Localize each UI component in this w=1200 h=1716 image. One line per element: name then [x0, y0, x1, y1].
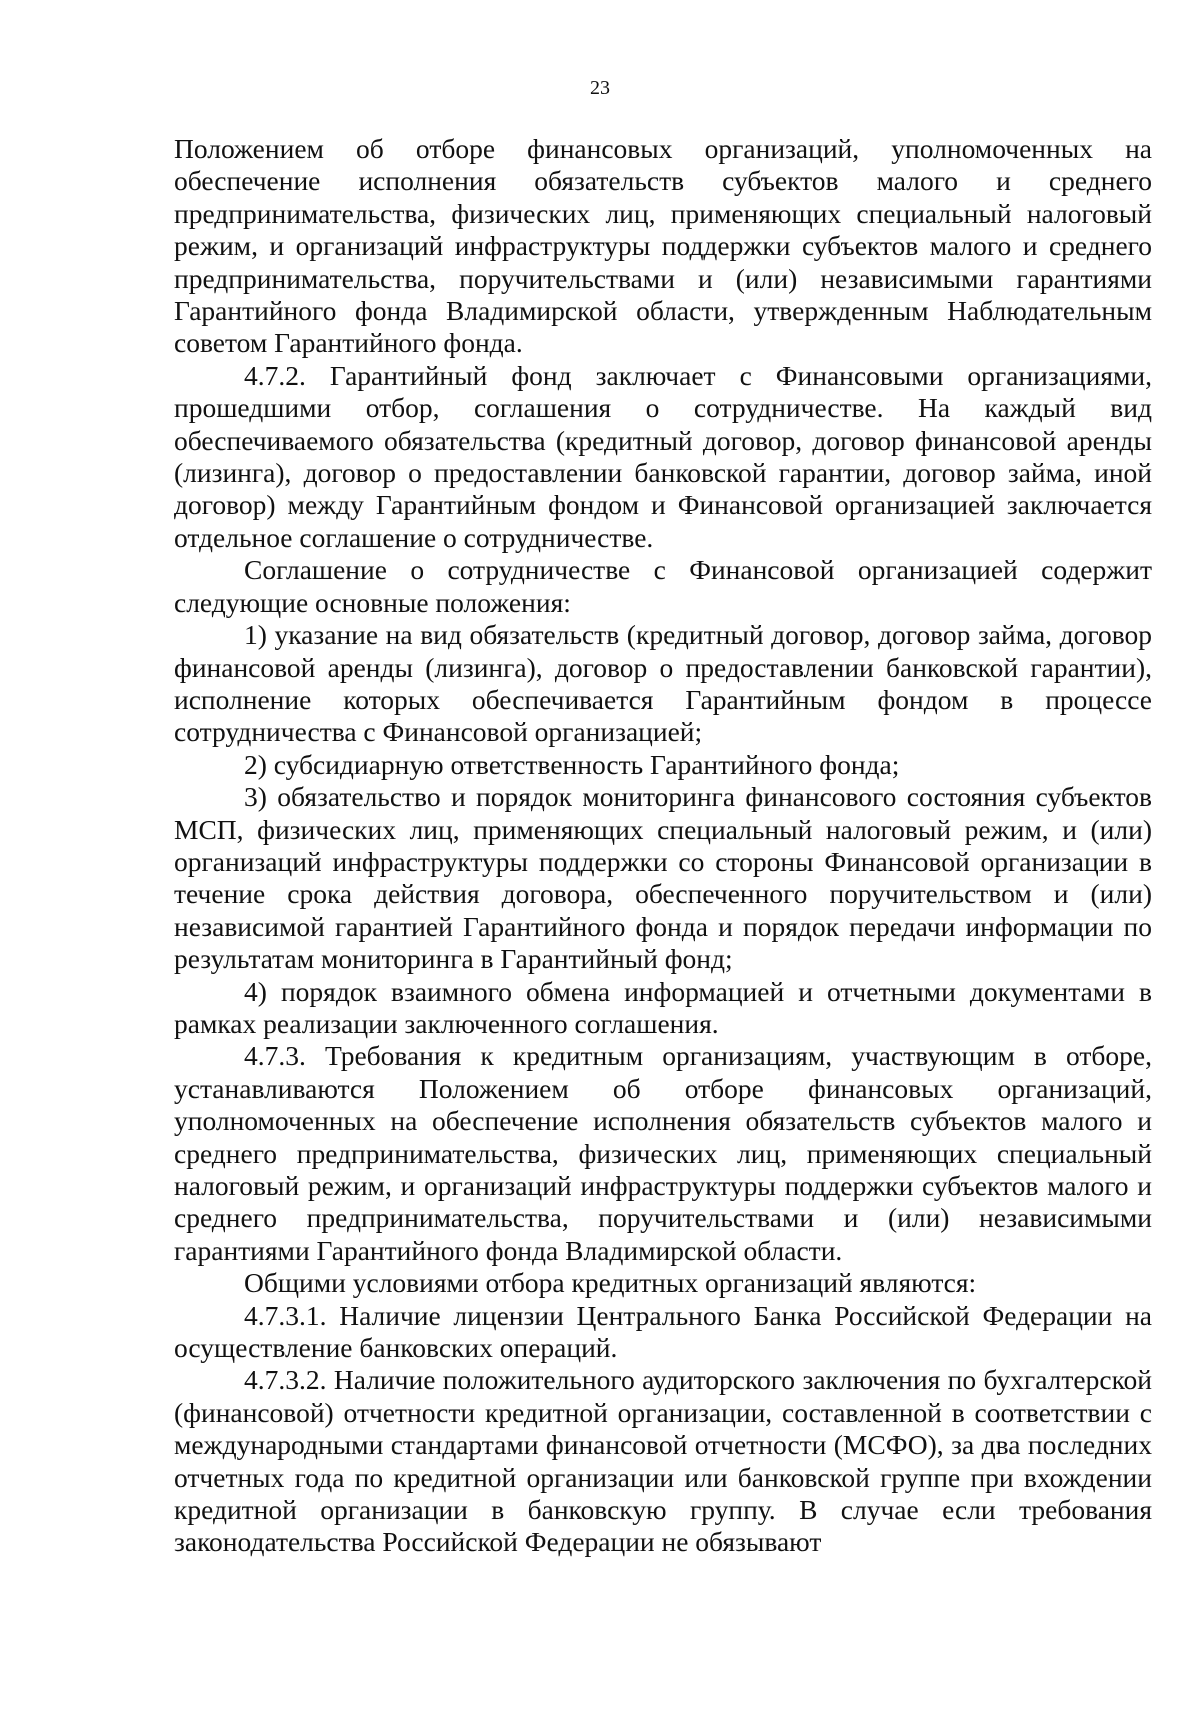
page-number: 23: [590, 77, 610, 99]
list-item-3: 3) обязательство и порядок мониторинга финансового состояния субъектов МСП, физических лиц, применяющих специальный налоговый режим, и (или) организаций инфраструктуры поддержки со стороны Финансовой организации в течение срока действия договора, обеспеченного поручительством и (или) независимой гарантией Гарантийного фонда и порядок передачи информации по результатам мониторинга в Гарантийный фонд;: [174, 781, 1152, 975]
paragraph-continuation: Положением об отборе финансовых организаций, уполномоченных на обеспечение исполнения обязательств субъектов малого и среднего предпринимательства, физических лиц, применяющих специальный налоговый режим, и организаций инфраструктуры поддержки субъектов малого и среднего предпринимательства, поручительствами и (или) независимыми гарантиями Гарантийного фонда Владимирской области, утвержденным Наблюдательным советом Гарантийного фонда.: [174, 133, 1152, 359]
document-body: [174, 133, 1152, 1559]
list-item-1: 1) указание на вид обязательств (кредитный договор, договор займа, договор финансовой аренды (лизинга), договор о предоставлении банковской гарантии), исполнение которых обеспечивается Гарантийным фондом в процессе сотрудничества с Финансовой организацией;: [174, 619, 1152, 748]
paragraph-4-7-2: 4.7.2. Гарантийный фонд заключает с Финансовыми организациями, прошедшими отбор, соглашения о сотрудничестве. На каждый вид обеспечиваемого обязательства (кредитный договор, договор финансовой аренды (лизинга), договор о предоставлении банковской гарантии, договор займа, иной договор) между Гарантийным фондом и Финансовой организацией заключается отдельное соглашение о сотрудничестве.: [174, 359, 1152, 553]
paragraph-general-conditions: Общими условиями отбора кредитных организаций являются:: [244, 1267, 977, 1299]
paragraph-4-7-3-1: 4.7.3.1. Наличие лицензии Центрального Банка Российской Федерации на осуществление банковских операций.: [174, 1299, 1152, 1364]
list-item-4: 4) порядок взаимного обмена информацией и отчетными документами в рамках реализации заключенного соглашения.: [174, 975, 1152, 1039]
list-item-2: 2) субсидиарную ответственность Гарантийного фонда;: [244, 748, 900, 780]
paragraph-4-7-3: 4.7.3. Требования к кредитным организациям, участвующим в отборе, устанавливаются Положением об отборе финансовых организаций, уполномоченных на обеспечение исполнения обязательств субъектов малого и среднего предпринимательства, физических лиц, применяющих специальный налоговый режим, и организаций инфраструктуры поддержки субъектов малого и среднего предпринимательства, поручительствами и (или) независимыми гарантиями Гарантийного фонда Владимирской области.: [174, 1040, 1152, 1266]
paragraph-agreement-intro: Соглашение о сотрудничестве с Финансовой организацией содержит следующие основные положения:: [174, 554, 1152, 618]
paragraph-4-7-3-2: 4.7.3.2. Наличие положительного аудиторского заключения по бухгалтерской (финансовой) отчетности кредитной организации, составленной в соответствии с международными стандартами финансовой отчетности (МСФО), за два последних отчетных года по кредитной организации или банковской группе при вхождении кредитной организации в банковскую группу. В случае если требования законодательства Российской Федерации не обязывают: [174, 1364, 1152, 1558]
